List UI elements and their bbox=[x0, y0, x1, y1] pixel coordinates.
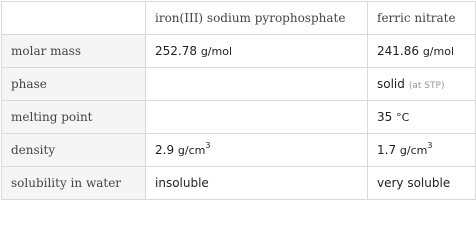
exponent: 3 bbox=[205, 141, 211, 150]
header-corner-cell bbox=[2, 2, 146, 35]
row-label-melting-point: melting point bbox=[2, 101, 146, 134]
density-col2 bbox=[368, 134, 476, 167]
molar-mass-col1 bbox=[146, 35, 368, 68]
phase-col2 bbox=[368, 68, 476, 101]
table-row bbox=[2, 35, 476, 68]
exponent: 3 bbox=[427, 141, 433, 150]
row-label-solubility: solubility in water bbox=[2, 167, 146, 200]
value: 252.78 bbox=[155, 44, 197, 58]
solubility-col2: very soluble bbox=[368, 167, 476, 200]
unit: g/cm bbox=[399, 144, 428, 157]
solubility-col1: insoluble bbox=[146, 167, 368, 200]
value: 2.9 bbox=[155, 143, 175, 157]
value: 1.7 bbox=[377, 143, 397, 157]
header-ferric-nitrate: ferric nitrate bbox=[368, 2, 476, 35]
value: 241.86 bbox=[377, 44, 419, 58]
comparison-table bbox=[1, 1, 476, 200]
molar-mass-col2 bbox=[368, 35, 476, 68]
row-label-phase: phase bbox=[2, 68, 146, 101]
value: solid bbox=[377, 77, 405, 91]
header-iron-sodium-pyrophosphate: iron(III) sodium pyrophosphate bbox=[146, 2, 368, 35]
stp-note: (at STP) bbox=[408, 81, 445, 91]
density-col1 bbox=[146, 134, 368, 167]
table-row bbox=[2, 68, 476, 101]
unit: g/mol bbox=[422, 45, 455, 58]
row-label-molar-mass: molar mass bbox=[2, 35, 146, 68]
melting-point-col1 bbox=[146, 101, 368, 134]
unit: g/cm bbox=[177, 144, 206, 157]
unit: g/mol bbox=[200, 45, 233, 58]
phase-col1 bbox=[146, 68, 368, 101]
table-row bbox=[2, 167, 476, 200]
table-row bbox=[2, 134, 476, 167]
unit: °C bbox=[396, 111, 410, 124]
table-header-row bbox=[2, 2, 476, 35]
row-label-density: density bbox=[2, 134, 146, 167]
table-row bbox=[2, 101, 476, 134]
value: 35 bbox=[377, 110, 393, 124]
melting-point-col2 bbox=[368, 101, 476, 134]
